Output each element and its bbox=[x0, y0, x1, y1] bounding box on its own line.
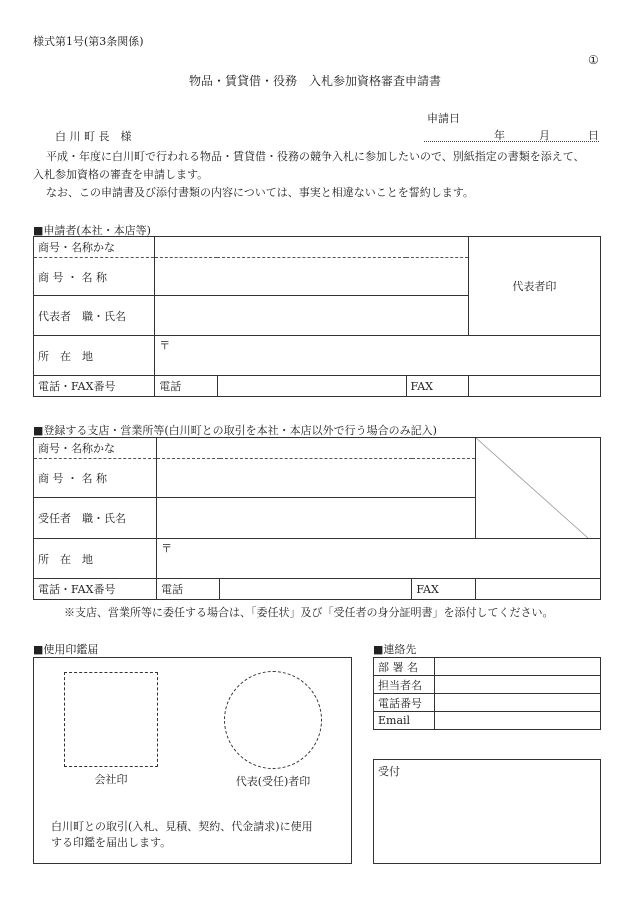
fax-label: FAX bbox=[406, 376, 468, 397]
applicant-rep-field[interactable] bbox=[155, 296, 469, 336]
seal-section-box bbox=[33, 657, 352, 864]
date-field[interactable] bbox=[424, 127, 599, 142]
branch-kana-field[interactable] bbox=[157, 438, 475, 459]
applicant-name-label: 商 号 ・ 名 称 bbox=[34, 258, 155, 296]
day-label: 日 bbox=[588, 129, 599, 142]
reception-box bbox=[373, 759, 601, 864]
seal-notice-line-2: する印鑑を届出します。 bbox=[51, 836, 172, 849]
fax-label: FAX bbox=[412, 579, 475, 600]
contact-dept-label: 部 署 名 bbox=[374, 658, 435, 676]
month-label: 月 bbox=[539, 129, 550, 142]
contact-person-label: 担当者名 bbox=[374, 676, 435, 694]
branch-table bbox=[33, 437, 601, 600]
contact-email-field[interactable] bbox=[435, 712, 601, 730]
seal-notice-line-1: 白川町との取引(入札、見積、契約、代金請求)に使用 bbox=[51, 820, 313, 833]
branch-address-label: 所 在 地 bbox=[34, 539, 157, 579]
applicant-kana-field[interactable] bbox=[155, 237, 469, 258]
addressee: 白 川 町 長 様 bbox=[55, 130, 132, 143]
contact-phone-field[interactable] bbox=[435, 694, 601, 712]
applicant-kana-label: 商号・名称かな bbox=[34, 237, 155, 258]
seal-heading: ■使用印鑑届 bbox=[33, 643, 99, 656]
applicant-rep-label: 代表者 職・氏名 bbox=[34, 296, 155, 336]
applicant-table bbox=[33, 236, 601, 397]
tel-label: 電話 bbox=[157, 579, 220, 600]
contact-heading: ■連絡先 bbox=[373, 643, 417, 656]
reception-label: 受付 bbox=[378, 765, 400, 778]
branch-name-field[interactable] bbox=[157, 459, 475, 498]
branch-agent-field[interactable] bbox=[157, 498, 475, 539]
branch-name-label: 商 号 ・ 名 称 bbox=[34, 459, 157, 498]
rep-seal-label: 代表者印 bbox=[512, 280, 557, 293]
document-title: 物品・賃貸借・役務 入札参加資格審査申請書 bbox=[188, 74, 441, 88]
intro-line-3: なお、この申請書及び添付書類の内容については、事実と相違ないことを誓約します。 bbox=[46, 186, 474, 199]
branch-kana-label: 商号・名称かな bbox=[34, 438, 157, 459]
company-seal-label: 会社印 bbox=[94, 773, 128, 786]
intro-line-1: 平成・年度に白川町で行われる物品・賃貸借・役務の競争入札に参加したいので、別紙指定の書類を添えて、 bbox=[46, 150, 585, 163]
form-number: 様式第1号(第3条関係) bbox=[33, 35, 144, 48]
contact-phone-label: 電話番号 bbox=[374, 694, 435, 712]
applicant-address-field[interactable] bbox=[155, 336, 601, 376]
branch-agent-label: 受任者 職・氏名 bbox=[34, 498, 157, 539]
applicant-tel-label: 電話・FAX番号 bbox=[34, 376, 155, 397]
branch-fax-field[interactable] bbox=[475, 579, 600, 600]
branch-tel-label: 電話・FAX番号 bbox=[34, 579, 157, 600]
branch-tel-field[interactable] bbox=[220, 579, 412, 600]
applicant-address-label: 所 在 地 bbox=[34, 336, 155, 376]
applicant-seal-box[interactable] bbox=[468, 237, 600, 336]
applicant-fax-field[interactable] bbox=[468, 376, 600, 397]
branch-address-field[interactable] bbox=[157, 539, 601, 579]
diagonal-line bbox=[476, 438, 588, 538]
rep-seal-circle[interactable] bbox=[224, 671, 322, 769]
branch-heading: ■登録する支店・営業所等(白川町との取引を本社・本店以外で行う場合のみ記入) bbox=[33, 424, 437, 437]
contact-table bbox=[373, 657, 601, 730]
year-label: 年 bbox=[494, 129, 505, 142]
applicant-name-field[interactable] bbox=[155, 258, 469, 296]
page-mark: ① bbox=[588, 53, 599, 67]
postal-mark: 〒 bbox=[161, 542, 173, 555]
tel-label: 電話 bbox=[155, 376, 217, 397]
branch-note: ※支店、営業所等に委任する場合は、「委任状」及び「受任者の身分証明書」を添付してください。 bbox=[64, 606, 554, 619]
contact-email-label: Email bbox=[374, 712, 435, 730]
branch-seal-box bbox=[475, 438, 600, 539]
rep-seal-label: 代表(受任)者印 bbox=[235, 775, 311, 788]
company-seal-square[interactable] bbox=[64, 672, 158, 767]
applicant-tel-field[interactable] bbox=[217, 376, 406, 397]
applicant-heading: ■申請者(本社・本店等) bbox=[33, 224, 151, 237]
contact-person-field[interactable] bbox=[435, 676, 601, 694]
date-label: 申請日 bbox=[427, 112, 460, 125]
intro-line-2: 入札参加資格の審査を申請します。 bbox=[33, 168, 209, 181]
contact-dept-field[interactable] bbox=[435, 658, 601, 676]
postal-mark: 〒 bbox=[159, 339, 171, 352]
